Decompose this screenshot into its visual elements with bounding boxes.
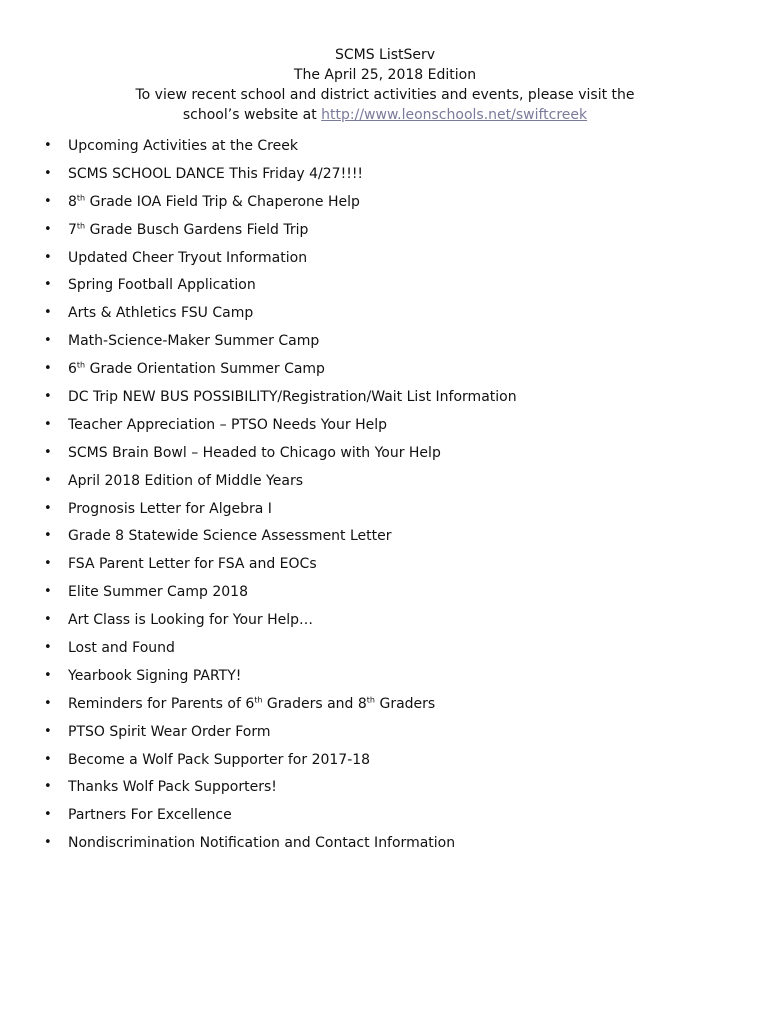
- list-item-text: [68, 750, 370, 770]
- list-item-text-part: Become a Wolf Pack Supporter for 2017-18: [68, 751, 371, 768]
- list-item-text: [68, 387, 517, 407]
- list-item-text-part: Math-Science-Maker Summer Camp: [68, 333, 320, 350]
- list-item-text: [68, 638, 175, 658]
- school-website-link[interactable]: http://www.leonschools.net/swiftcreek: [321, 107, 588, 123]
- bullet-icon: •: [44, 667, 52, 683]
- list-item-text-part: Spring Football Application: [68, 277, 256, 294]
- list-item-text: [68, 275, 256, 295]
- list-item-text-part: Teacher Appreciation – PTSO Needs Your Help: [68, 416, 387, 433]
- list-item-text-part: April 2018 Edition of Middle Years: [68, 472, 303, 489]
- list-item-text-part: SCMS SCHOOL DANCE This Friday 4/27!!!!: [68, 165, 364, 182]
- list-item-text: [68, 331, 319, 351]
- list-item-text: [68, 526, 392, 546]
- list-item-text-part: Lost and Found: [68, 640, 175, 657]
- intro-text-line2: [0, 105, 770, 125]
- bullet-icon: •: [44, 695, 52, 711]
- list-item-text: [68, 582, 248, 602]
- document-title: SCMS ListServ: [334, 47, 436, 63]
- list-item-text: [68, 248, 307, 268]
- list-item-text-part: Grade IOA Field Trip & Chaperone Help: [85, 193, 360, 210]
- list-item-text-part: Art Class is Looking for Your Help…: [68, 612, 314, 629]
- bullet-icon: •: [44, 500, 52, 516]
- list-item-text-part: Elite Summer Camp 2018: [68, 584, 248, 601]
- list-item-text: [68, 499, 272, 519]
- bullet-icon: •: [44, 779, 52, 795]
- bullet-icon: •: [44, 277, 52, 293]
- intro-prefix: school’s website at: [182, 107, 322, 123]
- list-item-text-part: SCMS Brain Bowl – Headed to Chicago with Your Help: [68, 444, 441, 461]
- list-item-text: [68, 805, 232, 825]
- list-item-text: [68, 610, 313, 630]
- bullet-icon: •: [44, 389, 52, 405]
- ordinal-suffix: th: [254, 695, 263, 705]
- list-item-text-part: Graders: [375, 695, 436, 712]
- list-item-text: [68, 220, 308, 240]
- list-item-text: [68, 359, 325, 379]
- list-item-text: [68, 694, 435, 714]
- ordinal-suffix: th: [366, 695, 376, 705]
- list-item-text: [68, 833, 455, 853]
- bullet-icon: •: [44, 751, 52, 767]
- list-item-text-part: Updated Cheer Tryout Information: [68, 249, 308, 266]
- bullet-icon: •: [44, 584, 52, 600]
- edition-date: The April 25, 2018 Edition: [293, 67, 477, 83]
- bullet-icon: •: [44, 556, 52, 572]
- bullet-icon: •: [44, 640, 52, 656]
- ordinal-suffix: th: [76, 221, 86, 231]
- list-item-text-part: Arts & Athletics FSU Camp: [68, 305, 254, 322]
- document-header: [0, 45, 770, 125]
- list-item-text-part: Prognosis Letter for Algebra I: [68, 500, 272, 517]
- ordinal-suffix: th: [76, 193, 86, 203]
- list-item-text-part: Grade Orientation Summer Camp: [85, 361, 325, 378]
- bullet-icon: •: [44, 333, 52, 349]
- bullet-icon: •: [44, 723, 52, 739]
- list-item-text-part: Grade 8 Statewide Science Assessment Letter: [68, 528, 392, 545]
- intro-text-line1: To view recent school and district activities and events, please visit the: [135, 87, 635, 103]
- bullet-icon: •: [44, 138, 52, 153]
- list-item-text: [68, 303, 253, 323]
- bullet-icon: •: [44, 221, 52, 237]
- list-item-text-part: 8: [68, 193, 77, 210]
- list-item-text: [68, 722, 271, 742]
- list-item-text: [68, 136, 298, 156]
- list-item-text-part: Grade Busch Gardens Field Trip: [85, 221, 309, 238]
- bullet-icon: •: [44, 305, 52, 321]
- list-item-text: [68, 443, 441, 463]
- list-item-text-part: Partners For Excellence: [68, 807, 232, 824]
- bullet-icon: •: [44, 807, 52, 823]
- bullet-icon: •: [44, 528, 52, 544]
- bullet-icon: •: [44, 416, 52, 432]
- bullet-icon: •: [44, 835, 52, 851]
- list-item-text-part: Reminders for Parents of 6: [68, 695, 255, 712]
- ordinal-suffix: th: [76, 360, 86, 370]
- list-item-text: [68, 554, 317, 574]
- list-item-text-part: Upcoming Activities at the Creek: [68, 138, 298, 154]
- bullet-icon: •: [44, 361, 52, 377]
- list-item-text-part: DC Trip NEW BUS POSSIBILITY/Registration/Wait List Information: [68, 389, 517, 406]
- list-item-text-part: FSA Parent Letter for FSA and EOCs: [68, 556, 317, 573]
- bullet-icon: •: [44, 472, 52, 488]
- list-item-text-part: PTSO Spirit Wear Order Form: [68, 723, 271, 740]
- list-item-text-part: Nondiscrimination Notification and Contact Information: [68, 835, 456, 852]
- list-item-text-part: Thanks Wolf Pack Supporters!: [68, 779, 277, 796]
- list-item-text: [68, 192, 360, 212]
- bullet-icon: •: [44, 444, 52, 460]
- list-item-text-part: Graders and 8: [262, 695, 367, 712]
- bullet-icon: •: [44, 193, 52, 209]
- bullet-icon: •: [44, 249, 52, 265]
- list-item-text: [68, 164, 363, 184]
- list-item-text: [68, 777, 277, 797]
- list-item-text: [68, 471, 303, 491]
- list-item-text: [68, 666, 241, 686]
- bullet-icon: •: [44, 165, 52, 181]
- list-item-text-part: 6: [68, 361, 77, 378]
- bullet-icon: •: [44, 612, 52, 628]
- list-item-text-part: Yearbook Signing PARTY!: [68, 667, 242, 684]
- list-item-text: [68, 415, 387, 435]
- list-item-text-part: 7: [68, 221, 77, 238]
